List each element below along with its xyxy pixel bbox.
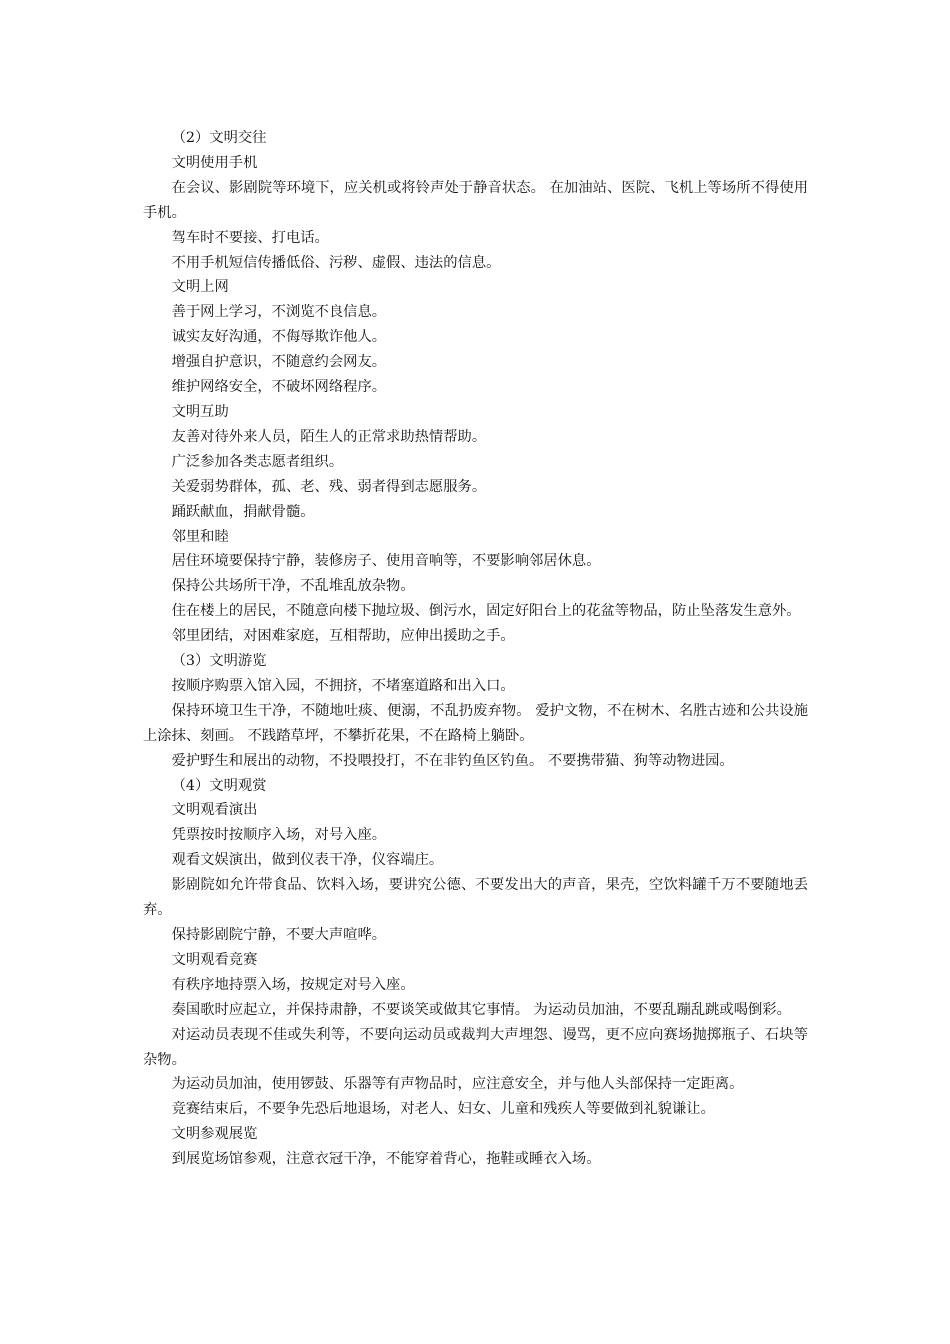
subheading-mutual-help: 文明互助 bbox=[171, 403, 229, 420]
paragraph: 维护网络安全，不破坏网络程序。 bbox=[171, 379, 387, 396]
paragraph: 诚实友好沟通，不侮辱欺诈他人。 bbox=[171, 329, 387, 346]
paragraph: 关爱弱势群体，孤、老、残、弱者得到志愿服务。 bbox=[171, 478, 487, 495]
paragraph: 邻里团结，对困难家庭，互相帮助，应伸出援助之手。 bbox=[171, 628, 515, 645]
paragraph: 影剧院如允许带食品、饮料入场，要讲究公德、不要发出大的声音，果壳，空饮料罐千万不要随地丢弃。 bbox=[143, 877, 808, 919]
paragraph: 保持公共场所干净，不乱堆乱放杂物。 bbox=[171, 578, 415, 595]
paragraph: 增强自护意识，不随意约会网友。 bbox=[171, 354, 387, 371]
subheading-competitions: 文明观看竞赛 bbox=[171, 951, 258, 968]
paragraph: 按顺序购票入馆入园，不拥挤，不堵塞道路和出入口。 bbox=[171, 677, 515, 694]
paragraph: 居住环境要保持宁静，装修房子、使用音响等，不要影响邻居休息。 bbox=[171, 553, 601, 570]
section-heading-civil-viewing: （4）文明观赏 bbox=[171, 777, 267, 794]
subheading-internet: 文明上网 bbox=[171, 279, 229, 296]
paragraph: 有秩序地持票入场，按规定对号入座。 bbox=[171, 976, 415, 993]
paragraph: 保持环境卫生干净，不随地吐痰、便溺，不乱扔废弃物。 爱护文物，不在树木、名胜古迹和公共设施上涂抹、刻画。 不践踏草坪，不攀折花果，不在路椅上躺卧。 bbox=[143, 702, 808, 744]
paragraph: 凭票按时按顺序入场，对号入座。 bbox=[171, 827, 387, 844]
section-heading-civil-touring: （3）文明游览 bbox=[171, 653, 267, 670]
paragraph: 广泛参加各类志愿者组织。 bbox=[171, 453, 344, 470]
paragraph: 踊跃献血，捐献骨髓。 bbox=[171, 503, 315, 520]
paragraph: 奏国歌时应起立，并保持肃静，不要谈笑或做其它事情。 为运动员加油，不要乱蹦乱跳或喝倒彩。 bbox=[171, 1001, 791, 1018]
paragraph: 友善对待外来人员，陌生人的正常求助热情帮助。 bbox=[171, 428, 487, 445]
section-heading-civil-interaction: （2）文明交往 bbox=[171, 130, 267, 146]
paragraph: 对运动员表现不佳或失利等，不要向运动员或裁判大声埋怨、谩骂，更不应向赛场抛掷瓶子、石块等杂物。 bbox=[143, 1026, 808, 1068]
subheading-performances: 文明观看演出 bbox=[171, 802, 258, 819]
subheading-mobile-phone: 文明使用手机 bbox=[171, 154, 258, 171]
paragraph: 竞赛结束后，不要争先恐后地退场，对老人、妇女、儿童和残疾人等要做到礼貌谦让。 bbox=[171, 1101, 715, 1118]
paragraph: 为运动员加油，使用锣鼓、乐器等有声物品时，应注意安全，并与他人头部保持一定距离。 bbox=[171, 1076, 744, 1093]
paragraph: 在会议、影剧院等环境下，应关机或将铃声处于静音状态。 在加油站、医院、飞机上等场所不得使用手机。 bbox=[143, 179, 808, 221]
paragraph: 驾车时不要接、打电话。 bbox=[171, 229, 329, 246]
subheading-exhibitions: 文明参观展览 bbox=[171, 1126, 258, 1143]
paragraph: 到展览场馆参观，注意衣冠干净，不能穿着背心，拖鞋或睡衣入场。 bbox=[171, 1151, 601, 1168]
paragraph: 保持影剧院宁静，不要大声喧哗。 bbox=[171, 927, 387, 943]
document-body bbox=[143, 126, 808, 1172]
paragraph: 不用手机短信传播低俗、污秽、虚假、违法的信息。 bbox=[171, 254, 501, 271]
paragraph: 观看文娱演出，做到仪表干净，仪容端庄。 bbox=[171, 852, 444, 869]
paragraph: 善于网上学习，不浏览不良信息。 bbox=[171, 304, 387, 321]
paragraph: 爱护野生和展出的动物，不投喂投打，不在非钓鱼区钓鱼。 不要携带猫、狗等动物进园。 bbox=[171, 752, 734, 769]
subheading-neighbors: 邻里和睦 bbox=[171, 528, 229, 545]
paragraph: 住在楼上的居民，不随意向楼下抛垃圾、倒污水，固定好阳台上的花盆等物品，防止坠落发生意外。 bbox=[171, 603, 801, 620]
